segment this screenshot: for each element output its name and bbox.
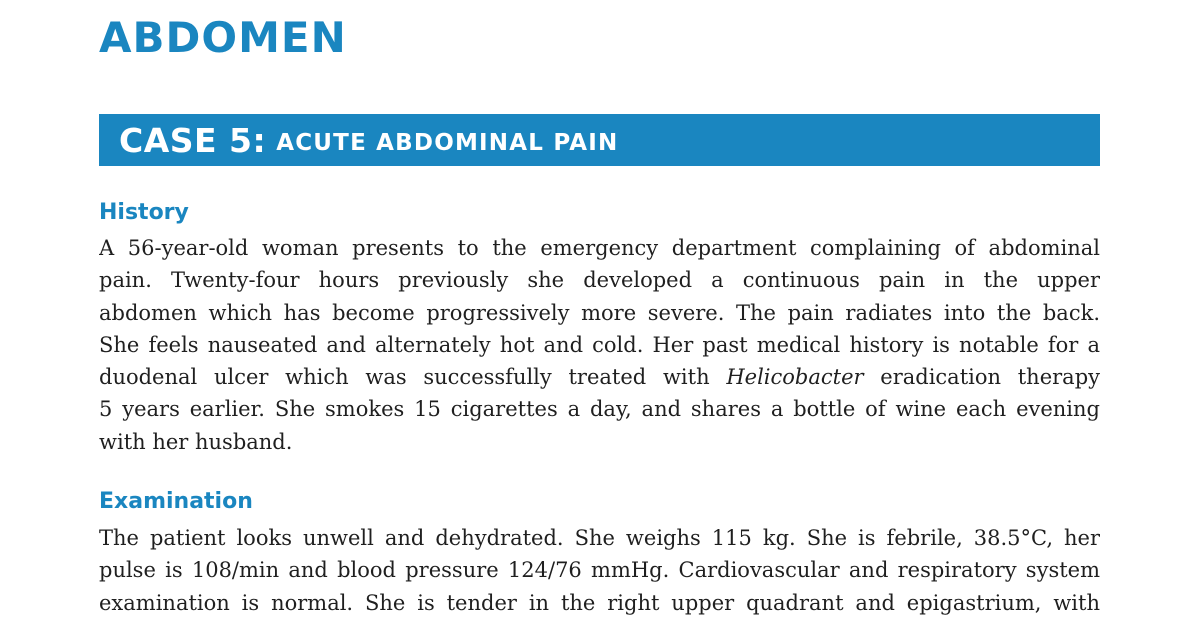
history-line: 5 years earlier. She smokes 15 cigarettes a day, and shares a bottle of wine each evening: [99, 397, 1100, 422]
examination-heading: Examination: [99, 489, 253, 514]
history-line: [99, 361, 1100, 393]
history-line: abdomen which has become progressively more severe. The pain radiates into the back.: [99, 300, 1100, 325]
examination-line: pulse is 108/min and blood pressure 124/76 mmHg. Cardiovascular and respiratory system: [99, 558, 1100, 583]
history-line-text: eradication therapy: [863, 365, 1100, 390]
history-line: A 56-year-old woman presents to the emergency department complaining of abdominal: [99, 236, 1100, 260]
history-line: pain. Twenty-four hours previously she developed a continuous pain in the upper: [99, 268, 1100, 293]
chapter-title: ABDOMEN: [99, 13, 347, 62]
examination-line: examination is normal. She is tender in the right upper quadrant and epigastrium, with: [99, 590, 1100, 615]
history-line: with her husband.: [99, 429, 293, 454]
case-number: CASE 5:: [119, 120, 267, 160]
history-line: She feels nauseated and alternately hot and cold. Her past medical history is notable for a: [99, 332, 1100, 357]
italic-term: Helicobacter: [726, 365, 864, 390]
examination-paragraph: [99, 522, 1100, 619]
history-paragraph: [99, 232, 1100, 458]
case-banner: [99, 114, 1100, 166]
case-title: ACUTE ABDOMINAL PAIN: [276, 130, 619, 156]
history-heading: History: [99, 200, 189, 225]
examination-line: The patient looks unwell and dehydrated. She weighs 115 kg. She is febrile, 38.5°C, her: [99, 526, 1100, 550]
history-line-text: duodenal ulcer which was successfully treated with: [99, 365, 727, 390]
